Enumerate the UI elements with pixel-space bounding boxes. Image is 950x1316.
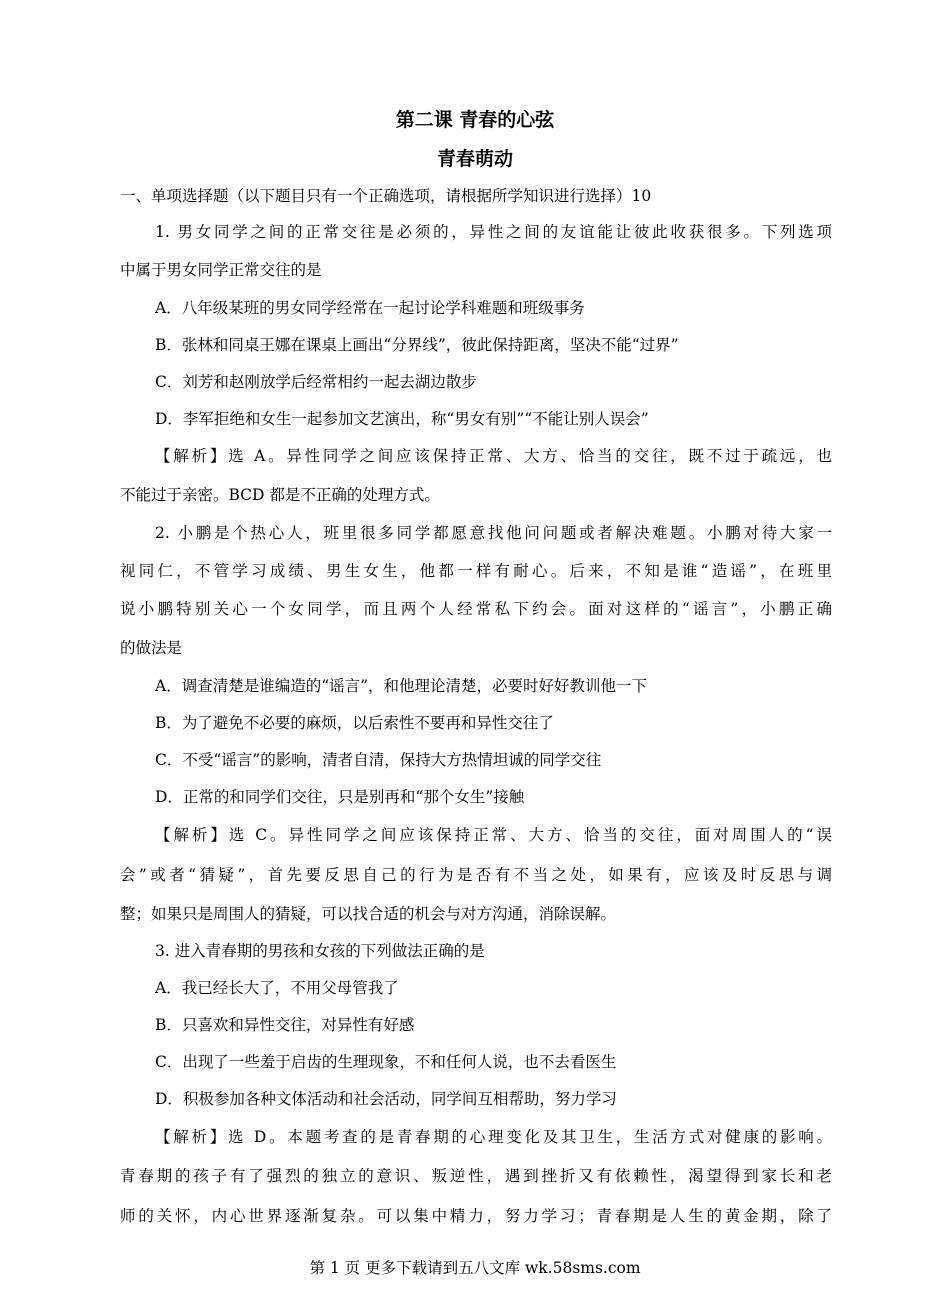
q2-stem-cont-2: 说小鹏特别关心一个女同学，而且两个人经常私下约会。面对这样的“谣言”，小鹏正确	[120, 600, 832, 618]
q1-stem-cont: 中属于男女同学正常交往的是	[120, 261, 322, 279]
q3-option-d: D．积极参加各种文体活动和社会活动，同学间互相帮助，努力学习	[155, 1090, 617, 1108]
q2-stem: 2. 小鹏是个热心人，班里很多同学都愿意找他问问题或者解决难题。小鹏对待大家一	[155, 524, 832, 542]
q1-stem: 1. 男女同学之间的正常交往是必须的，异性之间的友谊能让彼此收获很多。下列选项	[155, 223, 832, 241]
q2-analysis: 【解析】选 C。异性同学之间应该保持正常、大方、恰当的交往，面对周围人的“误	[155, 826, 832, 844]
q2-option-d: D．正常的和同学们交往，只是别再和“那个女生”接触	[155, 788, 525, 806]
q1-option-b: B．张林和同桌王娜在课桌上画出“分界线”，彼此保持距离，坚决不能“过界”	[155, 336, 679, 354]
q1-analysis-cont: 不能过于亲密。BCD 都是不正确的处理方式。	[120, 486, 440, 504]
q1-option-d: D．李军拒绝和女生一起参加文艺演出，称“男女有别”“不能让别人误会”	[155, 410, 649, 428]
q2-analysis-cont-1: 会”或者“猜疑”，首先要反思自己的行为是否有不当之处，如果有，应该及时反思与调	[120, 866, 832, 884]
q1-option-a: A．八年级某班的男女同学经常在一起讨论学科难题和班级事务	[155, 299, 585, 317]
q2-stem-cont-1: 视同仁，不管学习成绩、男生女生，他都一样有耐心。后来，不知是谁“造谣”，在班里	[120, 562, 832, 580]
q2-option-a: A．调查清楚是谁编造的“谣言”，和他理论清楚，必要时好好教训他一下	[155, 677, 648, 695]
q3-analysis: 【解析】选 D。本题考查的是青春期的心理变化及其卫生，生活方式对健康的影响。	[155, 1128, 832, 1146]
q3-option-c: C．出现了一些羞于启齿的生理现象，不和任何人说，也不去看医生	[155, 1053, 617, 1071]
q2-option-b: B．为了避免不必要的麻烦，以后索性不要再和异性交往了	[155, 714, 554, 732]
q3-stem: 3. 进入青春期的男孩和女孩的下列做法正确的是	[155, 942, 485, 960]
q3-analysis-cont-1: 青春期的孩子有了强烈的独立的意识、叛逆性，遇到挫折又有依赖性，渴望得到家长和老	[120, 1167, 832, 1185]
q2-stem-cont-3: 的做法是	[120, 639, 183, 657]
q1-option-c: C．刘芳和赵刚放学后经常相约一起去湖边散步	[155, 373, 477, 391]
q3-option-b: B．只喜欢和异性交往，对异性有好感	[155, 1016, 415, 1034]
q3-analysis-cont-2: 师的关怀，内心世界逐渐复杂。可以集中精力，努力学习；青春期是人生的黄金期，除了	[120, 1207, 832, 1225]
q1-analysis: 【解析】选 A。异性同学之间应该保持正常、大方、恰当的交往，既不过于疏远，也	[155, 447, 832, 465]
page-footer: 第 1 页 更多下载请到五八文库 wk.58sms.com	[309, 1259, 641, 1277]
q3-option-a: A．我已经长大了，不用父母管我了	[155, 979, 399, 997]
q2-option-c: C．不受“谣言”的影响，清者自清，保持大方热情坦诚的同学交往	[155, 751, 602, 769]
q2-analysis-cont-2: 整；如果只是周围人的猜疑，可以找合适的机会与对方沟通，消除误解。	[120, 905, 617, 923]
page-title: 第二课 青春的心弦	[395, 109, 555, 131]
page-subtitle: 青春萌动	[436, 148, 513, 170]
section-heading: 一、单项选择题（以下题目只有一个正确选项，请根据所学知识进行选择）10	[120, 187, 652, 205]
